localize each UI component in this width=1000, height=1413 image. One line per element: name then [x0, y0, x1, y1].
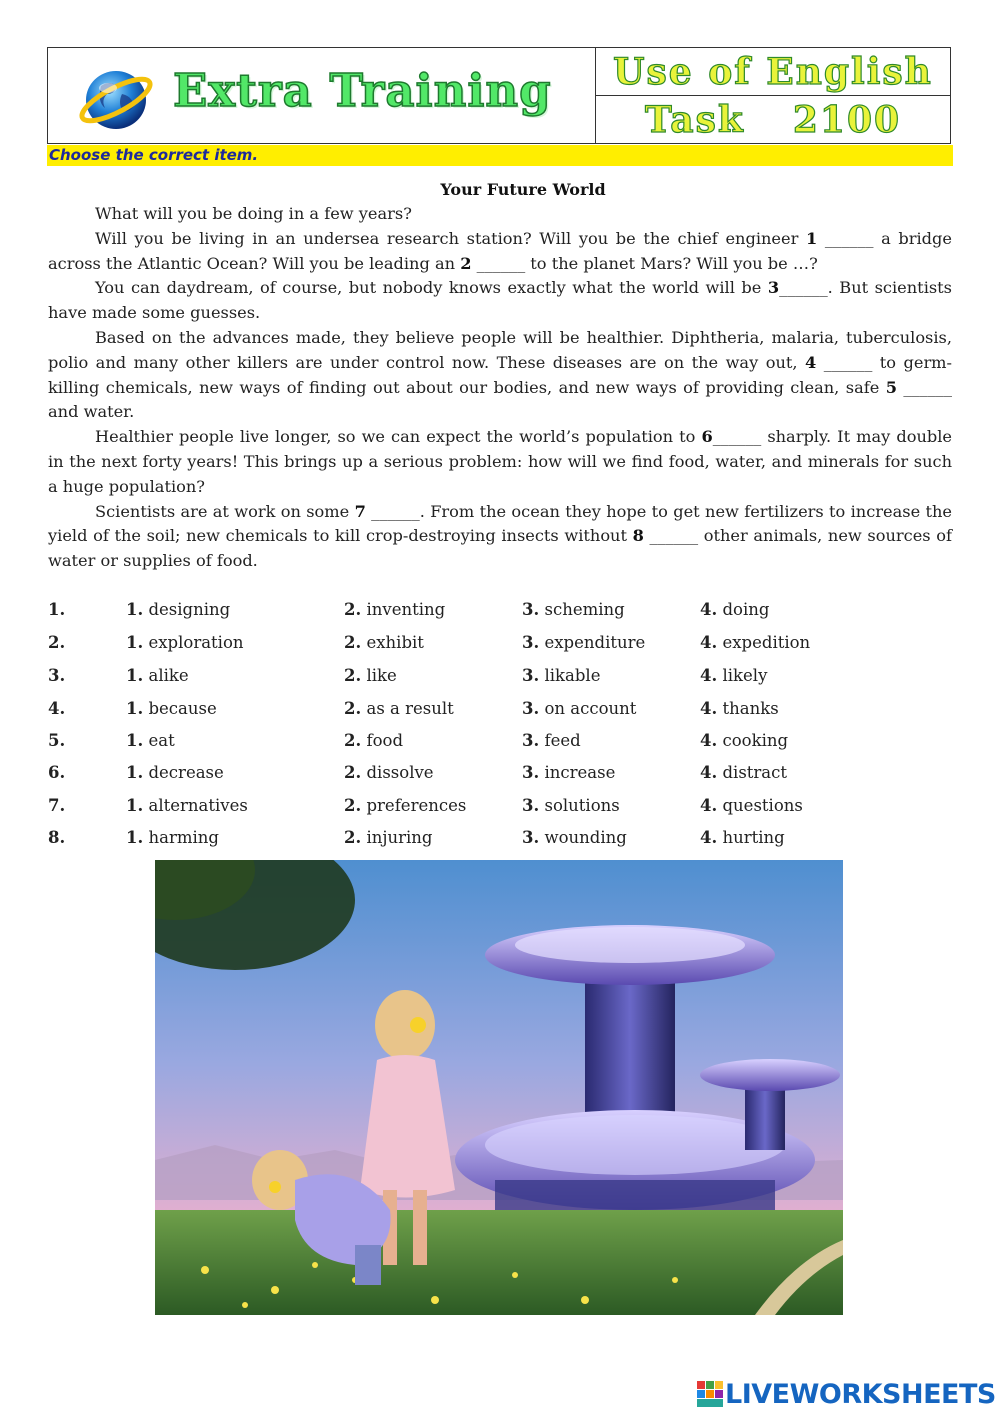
paragraph-3: You can daydream, of course, but nobody knows exactly what the world will be 3______. But scientists have made some guesses. [48, 278, 952, 323]
option[interactable]: 1. designing [126, 600, 231, 619]
question-number: 7. [48, 796, 66, 815]
task-number: 2100 [792, 98, 902, 141]
option[interactable]: 2. dissolve [344, 763, 434, 782]
option[interactable]: 2. preferences [344, 796, 467, 815]
gap-number: 5 [885, 377, 897, 397]
option[interactable]: 4. doing [700, 600, 770, 619]
question-number: 8. [48, 828, 66, 847]
question-row [48, 633, 948, 659]
question-number: 4. [48, 699, 66, 718]
option[interactable]: 1. eat [126, 731, 175, 750]
liveworksheets-text: LIVEWORKSHEETS [725, 1378, 996, 1410]
gap-number: 2 [460, 253, 472, 273]
subject-title: Use of English [613, 50, 933, 93]
gap-number: 4 [805, 352, 817, 372]
option[interactable]: 1. alternatives [126, 796, 248, 815]
header-subject-cell [596, 48, 950, 143]
option[interactable]: 2. food [344, 731, 404, 750]
option[interactable]: 3. expenditure [522, 633, 646, 652]
option[interactable]: 3. likable [522, 666, 601, 685]
question-number: 6. [48, 763, 66, 782]
passage-title: Your Future World [440, 180, 606, 199]
question-number: 2. [48, 633, 66, 652]
worksheet-header [47, 47, 951, 144]
option[interactable]: 3. wounding [522, 828, 627, 847]
brand-title: Extra Training [173, 64, 552, 117]
option[interactable]: 4. cooking [700, 731, 789, 750]
option[interactable]: 1. exploration [126, 633, 244, 652]
option[interactable]: 4. questions [700, 796, 803, 815]
option[interactable]: 2. exhibit [344, 633, 424, 652]
question-row [48, 600, 948, 626]
option[interactable]: 1. decrease [126, 763, 224, 782]
gap-number: 7 [354, 501, 366, 521]
paragraph-2: Will you be living in an undersea research station? Will you be the chief engineer 1 ______ a bridge across the Atlantic Ocean? Will you be leading an 2 ______ to the planet Mars? Will you be …? [48, 228, 952, 273]
question-number: 3. [48, 666, 66, 685]
option[interactable]: 4. distract [700, 763, 788, 782]
option[interactable]: 1. because [126, 699, 217, 718]
paragraph-1: What will you be doing in a few years? [95, 204, 412, 223]
gap-number: 3 [767, 278, 780, 298]
option[interactable]: 3. scheming [522, 600, 625, 619]
question-row [48, 796, 948, 822]
paragraph-5: Healthier people live longer, so we can expect the world’s population to 6______ sharply. It may double in the next forty years! This brings up a serious problem: how will we find food, water, and minerals for such a huge population? [48, 427, 952, 496]
gap-number: 6 [701, 427, 713, 447]
option[interactable]: 2. inventing [344, 600, 446, 619]
question-number: 1. [48, 600, 66, 619]
option[interactable]: 2. as a result [344, 699, 454, 718]
option[interactable]: 3. solutions [522, 796, 620, 815]
globe-icon [76, 64, 156, 132]
task-line [596, 95, 950, 143]
question-row [48, 731, 948, 757]
option[interactable]: 4. likely [700, 666, 768, 685]
option[interactable]: 3. on account [522, 699, 637, 718]
liveworksheets-badge-icon [697, 1381, 723, 1407]
option[interactable]: 4. expedition [700, 633, 811, 652]
passage [48, 202, 952, 574]
option[interactable]: 3. increase [522, 763, 616, 782]
option[interactable]: 2. injuring [344, 828, 433, 847]
option[interactable]: 3. feed [522, 731, 581, 750]
task-label: Task [644, 98, 745, 141]
question-number: 5. [48, 731, 66, 750]
question-row [48, 666, 948, 692]
paragraph-6: Scientists are at work on some 7 ______. From the ocean they hope to get new fertilizers to increase the yield of the soil; new chemicals to kill crop-destroying insects without 8 ______ other animals, new sources of water or supplies of food. [48, 501, 952, 571]
header-brand-cell [48, 48, 596, 143]
gap-number: 8 [632, 526, 644, 546]
instruction-text: Choose the correct item. [49, 146, 259, 164]
option[interactable]: 4. thanks [700, 699, 779, 718]
future-city-illustration [155, 860, 843, 1315]
question-row [48, 828, 948, 854]
option[interactable]: 2. like [344, 666, 397, 685]
option[interactable]: 1. harming [126, 828, 219, 847]
option[interactable]: 4. hurting [700, 828, 785, 847]
question-row [48, 763, 948, 789]
paragraph-4: Based on the advances made, they believe people will be healthier. Diphtheria, malaria, tuberculosis, polio and many other killers are under control now. These diseases are on the way out, 4 ______ to germ-killing chemicals, new ways of finding out about our bodies, and new ways of providing clean, safe 5 ______ and water. [48, 327, 952, 422]
question-row [48, 699, 948, 725]
option[interactable]: 1. alike [126, 666, 189, 685]
gap-number: 1 [805, 228, 818, 248]
liveworksheets-logo[interactable] [697, 1378, 996, 1410]
